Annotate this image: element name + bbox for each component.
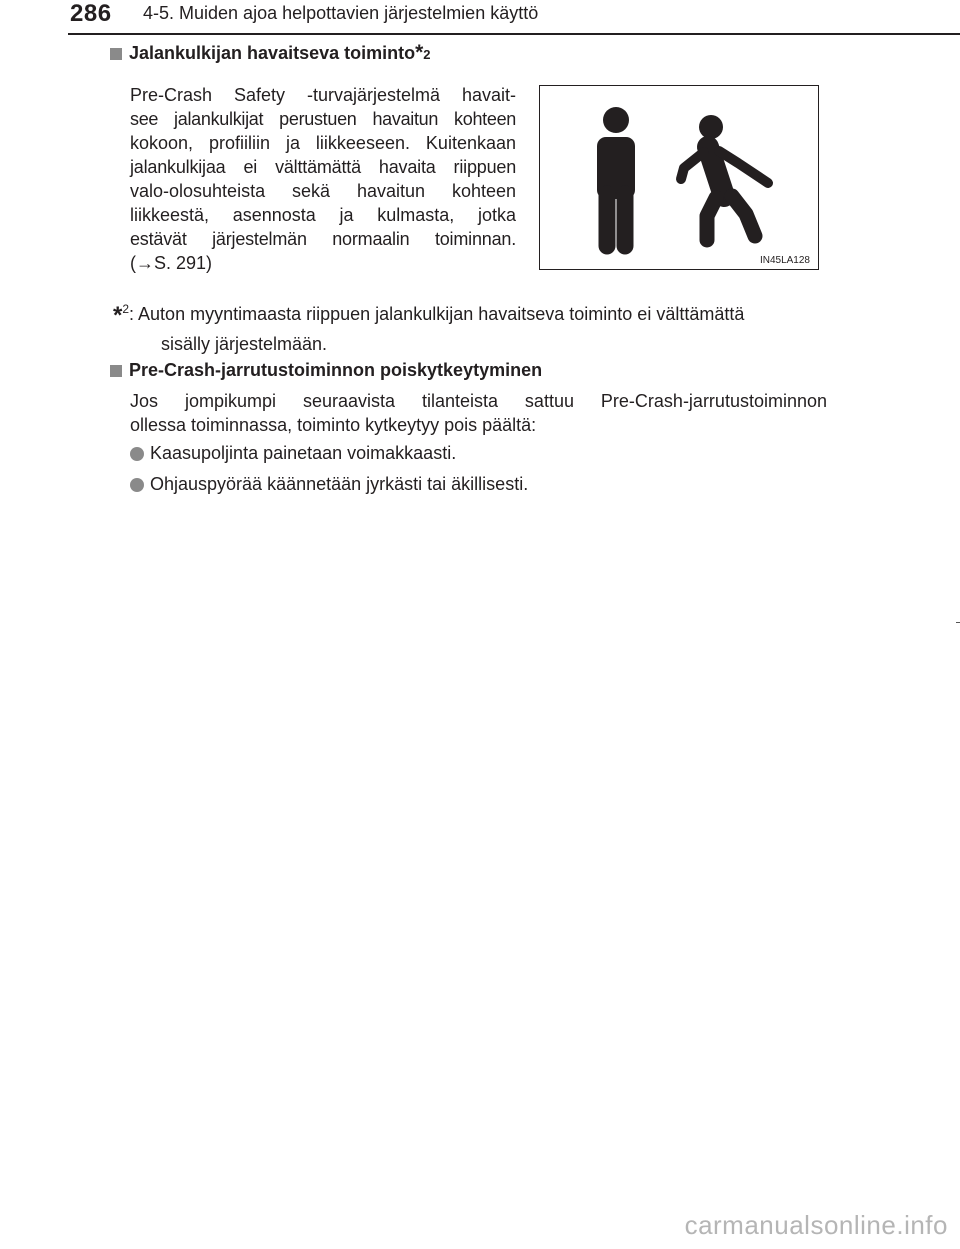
square-bullet-icon	[110, 365, 122, 377]
section-heading-pre-crash-brake-cancel	[110, 360, 542, 381]
paragraph-line: Jos jompikumpi seuraavista tilanteista sattuu Pre-Crash-jarrutustoiminnon	[130, 391, 827, 411]
brake-cancel-paragraph	[130, 389, 827, 437]
section-heading-text: Jalankulkijan havaitseva toiminto	[129, 43, 416, 63]
footnote-text: : Auton myyntimaasta riippuen jalankulkijan havaitseva toiminto ei välttämättä	[129, 304, 745, 324]
page-number: 286	[70, 0, 112, 27]
walking-pedestrian-icon	[681, 115, 768, 240]
paragraph-line: Pre-Crash Safety -turvajärjestelmä havait-	[130, 85, 516, 105]
round-bullet-icon	[130, 447, 144, 461]
chapter-title: 4-5. Muiden ajoa helpottavien järjestelmien käyttö	[143, 3, 539, 23]
footnote	[113, 297, 853, 356]
pedestrian-illustration	[540, 86, 817, 268]
list-item	[130, 443, 456, 464]
paragraph-line: ollessa toiminnassa, toiminto kytkeytyy pois päältä:	[130, 415, 537, 435]
paragraph-line: valo-olosuhteista sekä havaitun kohteen	[130, 181, 516, 201]
paragraph-line: kokoon, profiiliin ja liikkeeseen. Kuitenkaan	[130, 133, 516, 153]
footnote-mark: *	[113, 302, 123, 329]
pedestrian-detection-paragraph	[130, 83, 516, 275]
footnote-number: 2	[122, 302, 130, 316]
list-item-text: Ohjauspyörää käännetään jyrkästi tai äkillisesti.	[150, 474, 529, 494]
footnote-line	[113, 297, 853, 328]
page-edge-mark	[956, 622, 960, 623]
site-watermark: carmanualsonline.info	[684, 1210, 948, 1240]
paragraph-line: jalankulkijaa ei välttämättä havaita riippuen	[130, 157, 516, 177]
pedestrian-figure	[539, 85, 819, 270]
paragraph-line: see jalankulkijat perustuen havaitun kohteen	[130, 109, 516, 129]
section-heading-pedestrian-detection: Jalankulkijan havaitseva toiminto * 2	[110, 43, 431, 64]
paragraph-line: liikkeestä, asennosta ja kulmasta, jotka	[130, 205, 516, 225]
square-bullet-icon	[110, 48, 122, 60]
section-heading-text: Pre-Crash-jarrutustoiminnon poiskytkeytyminen	[129, 360, 543, 380]
figure-code: IN45LA128	[759, 255, 810, 266]
page-reference-link[interactable]: (→S. 291)	[130, 253, 213, 273]
header-divider	[68, 33, 960, 35]
paragraph-line: estävät järjestelmän normaalin toiminnan.	[130, 229, 516, 249]
list-item-text: Kaasupoljinta painetaan voimakkaasti.	[150, 443, 457, 463]
round-bullet-icon	[130, 478, 144, 492]
footnote-continuation: sisälly järjestelmään.	[161, 334, 328, 354]
list-item	[130, 474, 528, 495]
standing-pedestrian-icon	[597, 107, 635, 246]
